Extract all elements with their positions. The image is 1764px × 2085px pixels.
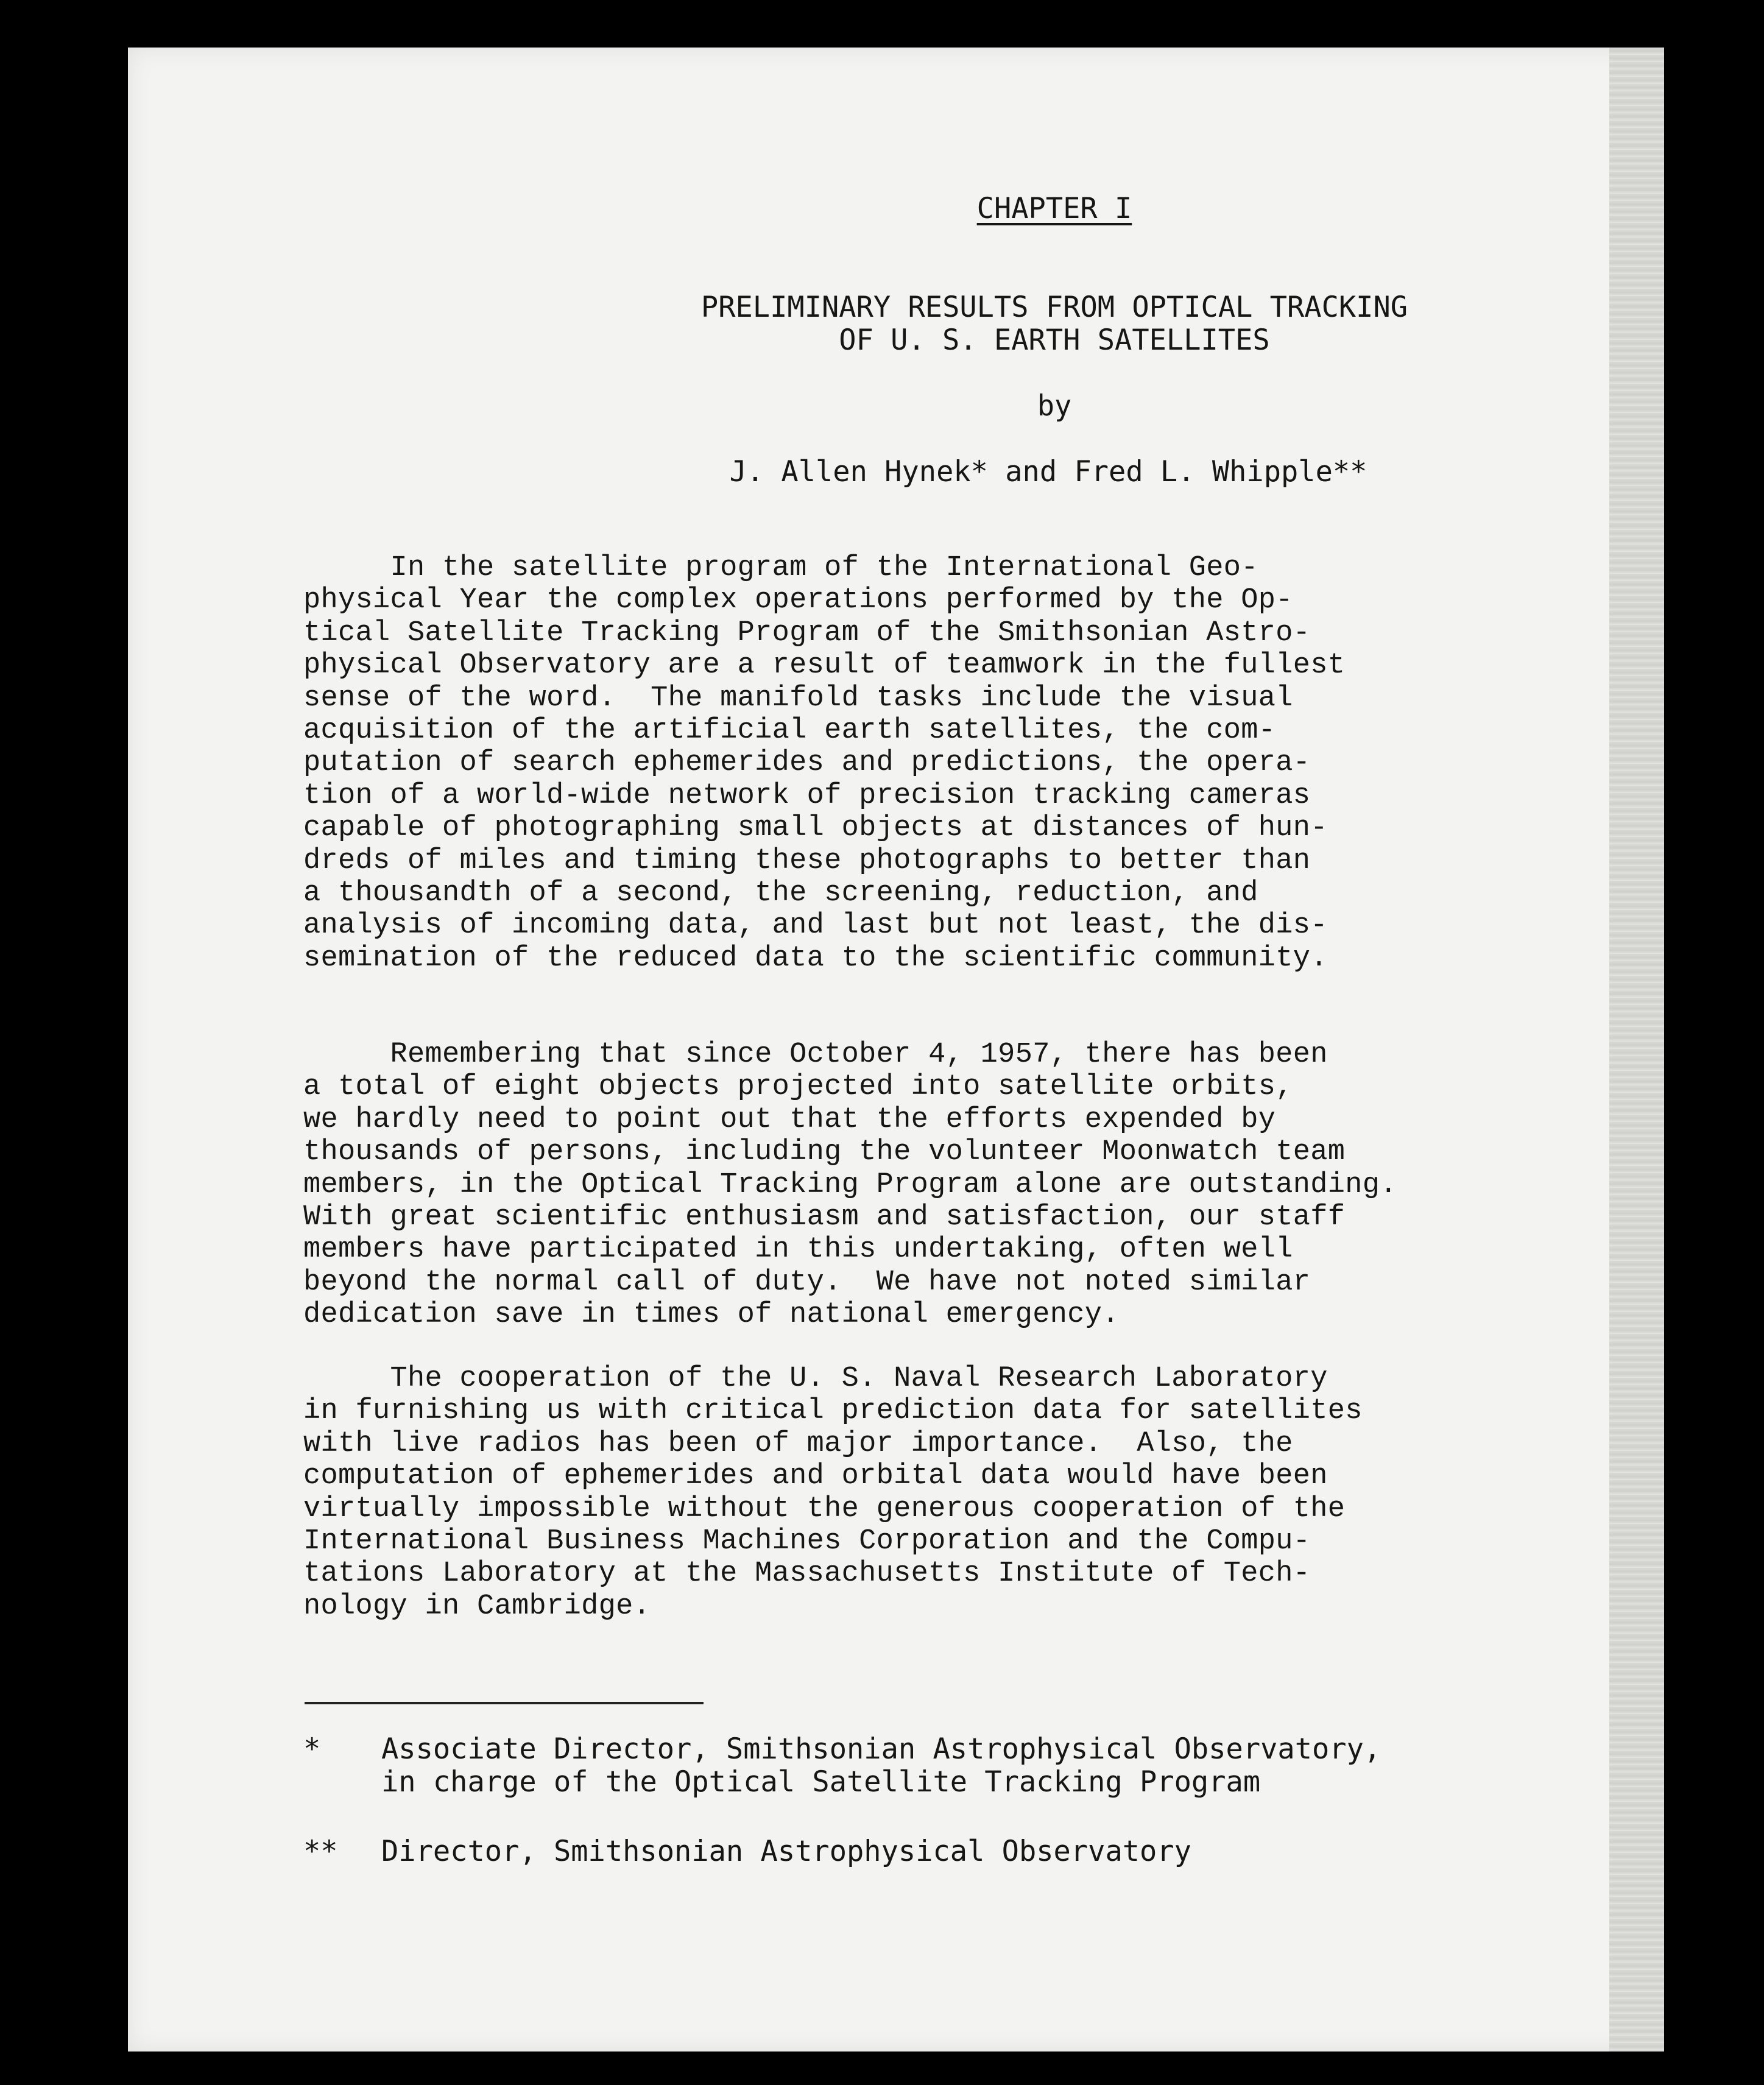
footnote-2 (303, 1835, 1191, 1868)
footnote-1 (303, 1733, 1381, 1799)
paragraph-3: The cooperation of the U. S. Naval Research Laboratory in furnishing us with critical prediction data for satellites with live radios has been of major importance. Also, the computation of ephemerides and orbital data would have been virtually impossible without the generous cooperation of the International Business Machines Corporation and the Compu- tations Laboratory at the Massachusetts Institute of Tech- nology in Cambridge. (303, 1363, 1363, 1623)
footnote-2-mark: ** (303, 1835, 338, 1868)
paragraph-1: In the satellite program of the International Geo- physical Year the complex operations performed by the Op- tical Satellite Tracking Program of the Smithsonian Astro- physical Observatory are a result of teamwork in the fullest sense of the word. The manifold tasks include the visual acquisition of the artificial earth satellites, the com- putation of search ephemerides and predictions, the opera- tion of a world-wide network of precision tracking cameras capable of photographing small objects at distances of hun- dreds of miles and timing these photographs to better than a thousandth of a second, the screening, reduction, and analysis of incoming data, and last but not least, the dis- semination of the reduced data to the scientific community. (303, 552, 1346, 975)
paragraph-2: Remembering that since October 4, 1957, there has been a total of eight objects projected into satellite orbits, we hardly need to point out that the efforts expended by thousands of persons, including the volunteer Moonwatch team members, in the Optical Tracking Program alone are outstanding. With great scientific enthusiasm and satisfaction, our staff members have participated in this undertaking, often well beyond the normal call of duty. We have not noted similar dedication save in times of national emergency. (303, 1039, 1397, 1332)
footnote-divider (305, 1702, 704, 1704)
document-page (128, 48, 1664, 2051)
byline: by (1037, 389, 1072, 423)
footnote-2-text: Director, Smithsonian Astrophysical Observatory (381, 1835, 1191, 1868)
authors: J. Allen Hynek* and Fred L. Whipple** (729, 455, 1367, 489)
footnote-1-text: Associate Director, Smithsonian Astrophysical Observatory, in charge of the Optical Satellite Tracking Program (381, 1732, 1381, 1799)
chapter-heading (286, 192, 1764, 225)
title-line-1: PRELIMINARY RESULTS FROM OPTICAL TRACKING (700, 291, 1408, 324)
title-line-2: OF U. S. EARTH SATELLITES (839, 323, 1270, 357)
document-body (128, 48, 1664, 2051)
footnote-1-mark: * (303, 1732, 321, 1766)
chapter-heading-text: CHAPTER I (976, 192, 1132, 225)
